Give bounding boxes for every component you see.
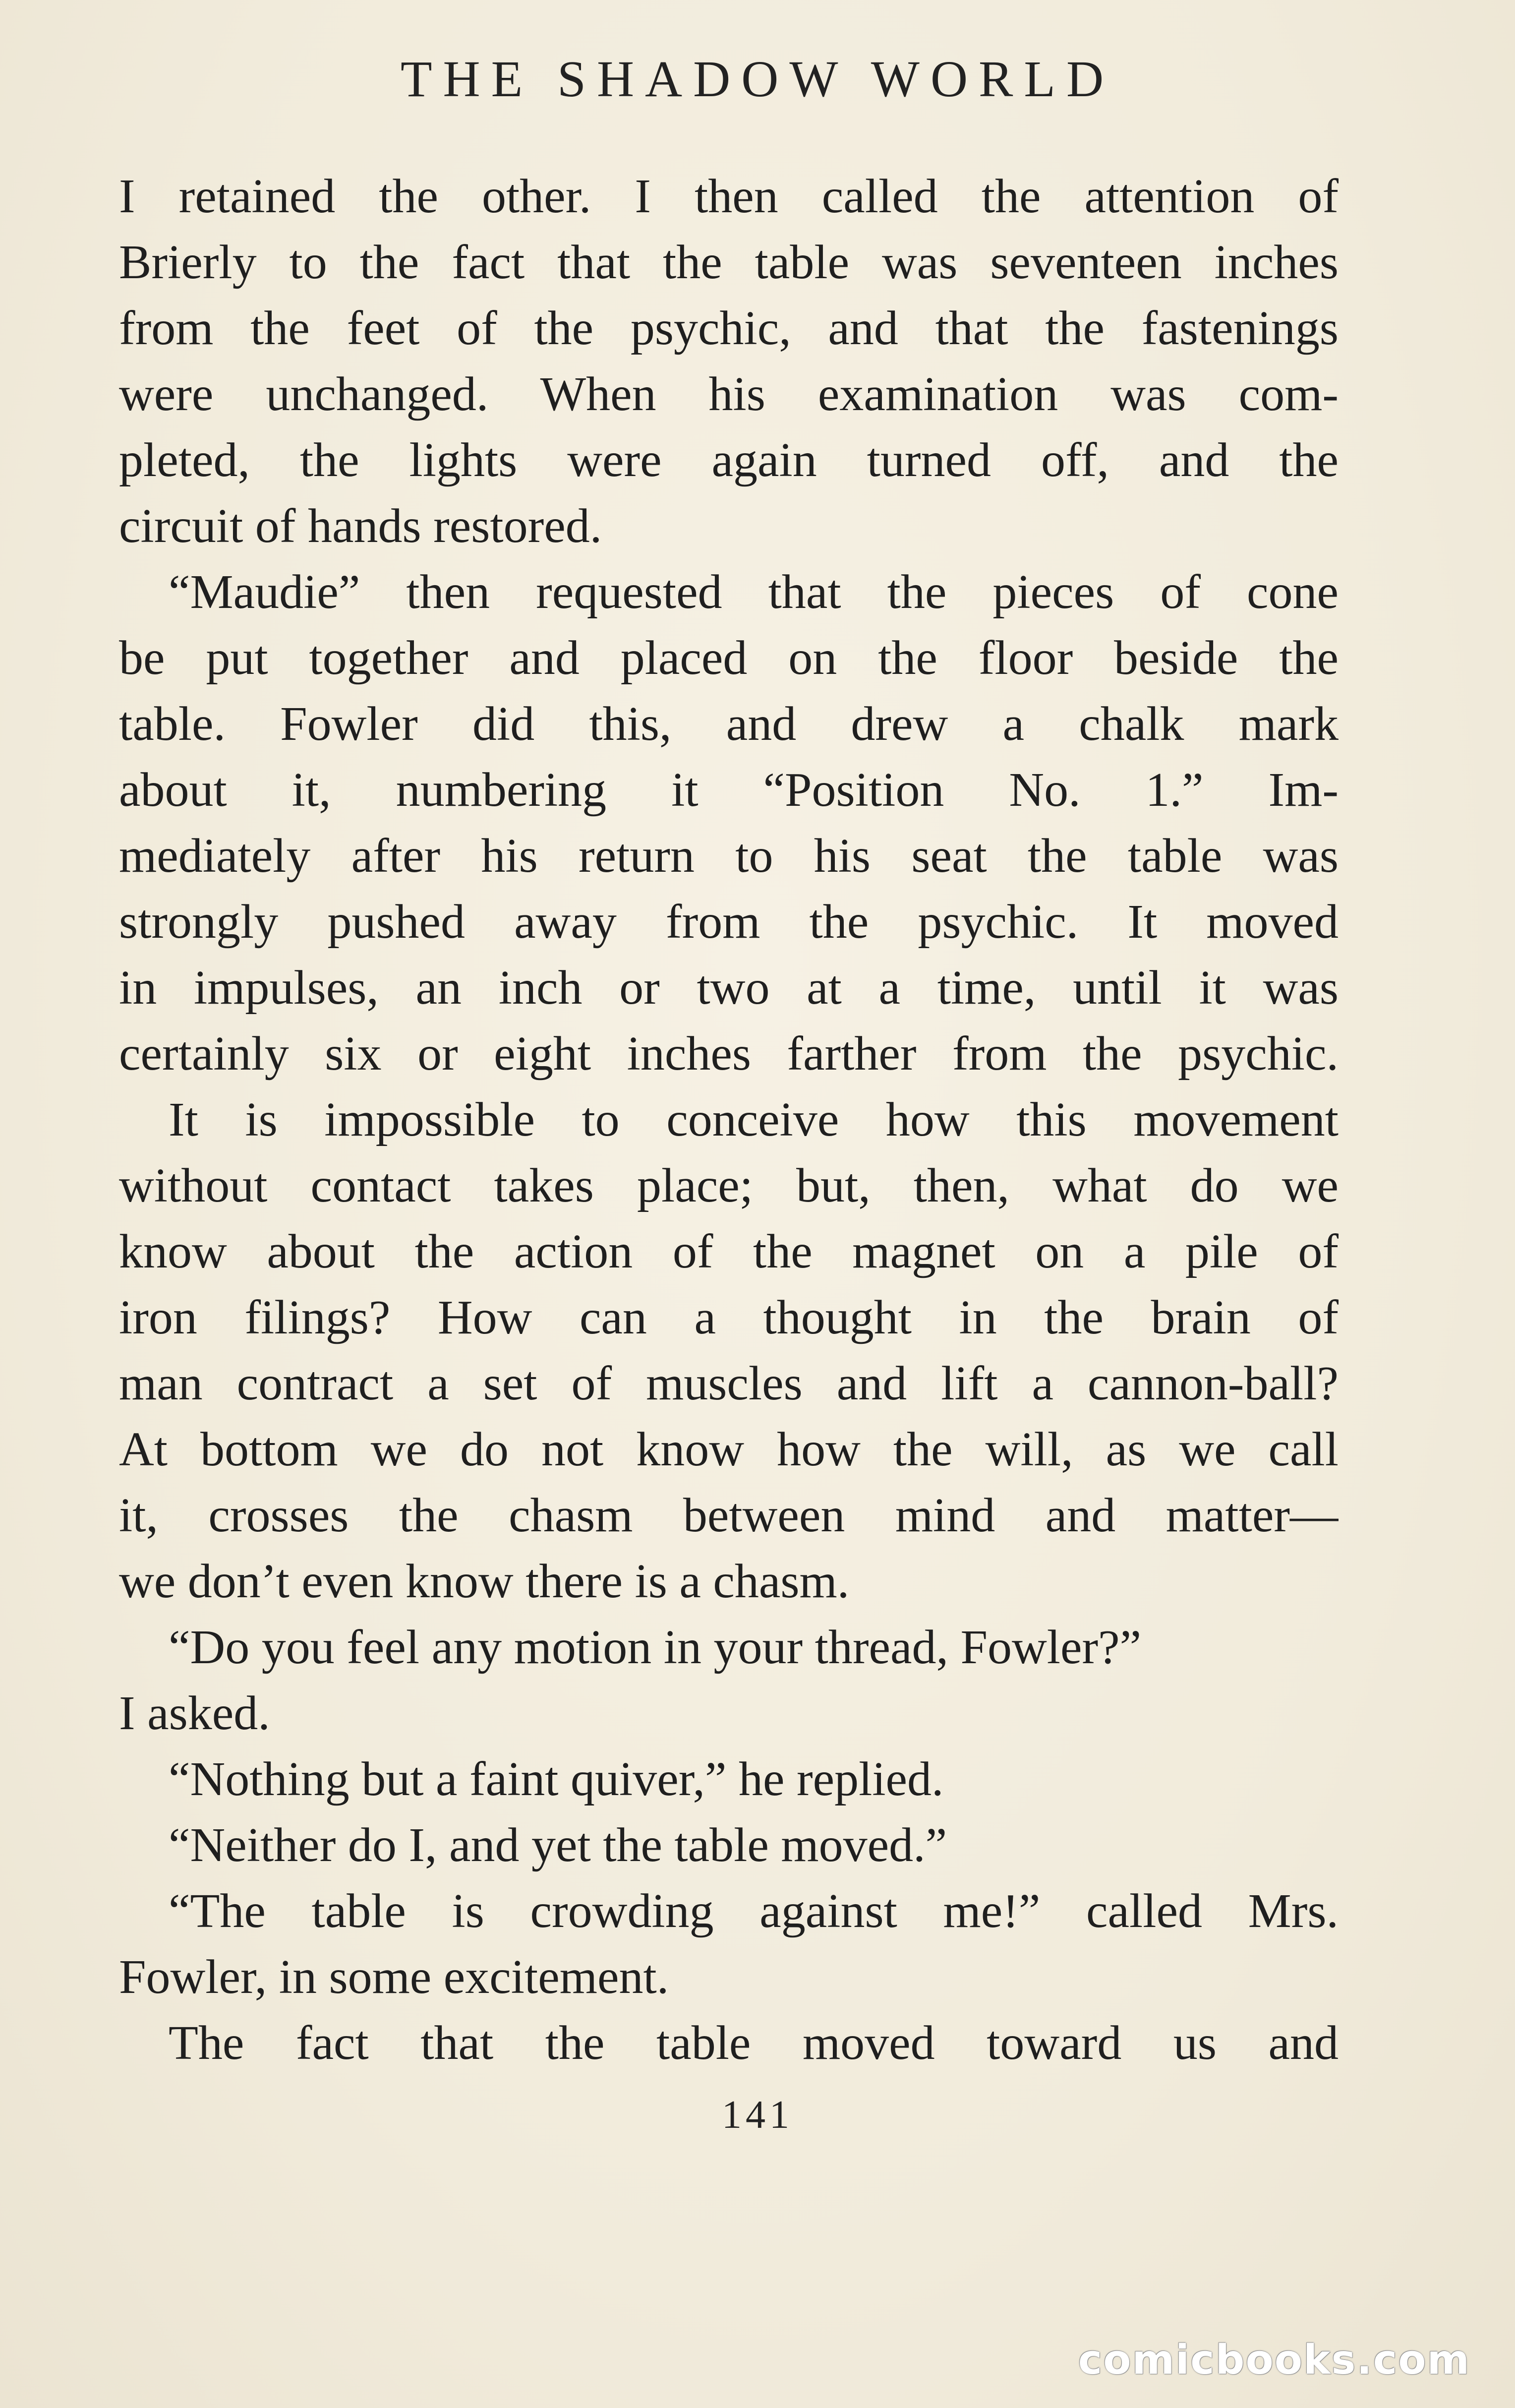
text-line: Brierly to the fact that the table was seventeen inches (119, 236, 1339, 289)
text-line: It is impossible to conceive how this movement (169, 1093, 1339, 1146)
text-line: know about the action of the magnet on a pile of (119, 1225, 1339, 1278)
text-line: strongly pushed away from the psychic. It moved (119, 895, 1339, 949)
body-text (119, 164, 1339, 2076)
text-line: man contract a set of muscles and lift a cannon-ball? (119, 1357, 1339, 1410)
text-line: I asked. (119, 1686, 270, 1740)
text-line: were unchanged. When his examination was com- (119, 367, 1339, 421)
text-line: pleted, the lights were again turned off, and the (119, 433, 1339, 487)
text-line: we don’t even know there is a chasm. (119, 1555, 850, 1608)
text-line: Fowler, in some excitement. (119, 1950, 669, 2004)
running-head: THE SHADOW WORLD (400, 51, 1115, 108)
text-line: The fact that the table moved toward us and (169, 2016, 1339, 2070)
watermark: comicbooks.com (1078, 2337, 1470, 2384)
text-line: about it, numbering it “Position No. 1.” Im- (119, 763, 1339, 817)
text-line: At bottom we do not know how the will, as we call (119, 1423, 1339, 1476)
text-line: table. Fowler did this, and drew a chalk mark (119, 697, 1339, 751)
text-line: “Do you feel any motion in your thread, Fowler?” (169, 1621, 1142, 1674)
text-line: without contact takes place; but, then, what do we (119, 1159, 1339, 1212)
text-line: I retained the other. I then called the attention of (119, 170, 1339, 223)
text-line: certainly six or eight inches farther from the psychic. (119, 1027, 1339, 1081)
text-line: iron filings? How can a thought in the brain of (119, 1291, 1339, 1344)
text-line: be put together and placed on the floor beside the (119, 631, 1339, 685)
text-line: “Nothing but a faint quiver,” he replied. (169, 1752, 944, 1806)
text-line: “The table is crowding against me!” called Mrs. (169, 1884, 1339, 1938)
text-line: “Neither do I, and yet the table moved.” (169, 1818, 947, 1872)
text-line: circuit of hands restored. (119, 499, 602, 553)
text-line: “Maudie” then requested that the pieces of cone (169, 565, 1339, 619)
text-line: it, crosses the chasm between mind and matter— (119, 1489, 1339, 1542)
text-line: mediately after his return to his seat the table was (119, 829, 1339, 883)
text-line: from the feet of the psychic, and that the fastenings (119, 301, 1339, 355)
page-number: 141 (722, 2093, 793, 2137)
text-line: in impulses, an inch or two at a time, until it was (119, 961, 1339, 1015)
